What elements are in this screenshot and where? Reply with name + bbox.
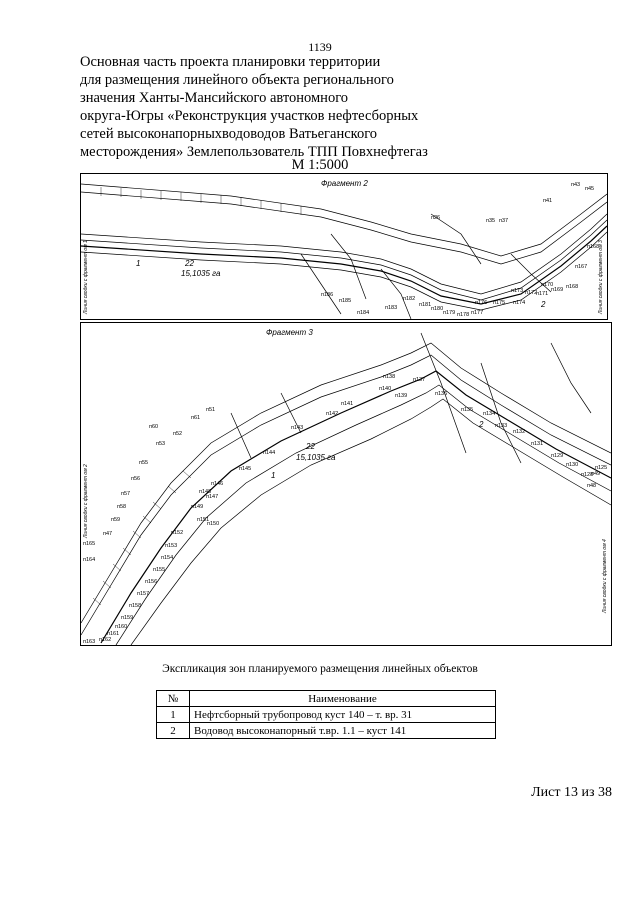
fragment-2-side-left: Линия сводки с фрагмент ом 1 bbox=[83, 240, 89, 314]
point-label: п165 bbox=[83, 541, 96, 547]
point-label: п41 bbox=[543, 198, 553, 204]
point-label: п47 bbox=[103, 531, 113, 537]
point-label: п134 bbox=[483, 411, 496, 417]
fragment-3-line-1-marker: 1 bbox=[271, 471, 276, 480]
point-label: п180 bbox=[431, 306, 444, 312]
point-label: п153 bbox=[165, 543, 178, 549]
point-label: п161 bbox=[107, 631, 120, 637]
title-line: значения Ханты-Мансийского автономного bbox=[80, 90, 349, 106]
fragment-3-area-number: 22 bbox=[306, 442, 315, 451]
point-label: п55 bbox=[139, 460, 149, 466]
point-label: п57 bbox=[121, 491, 131, 497]
map-scale: М 1:5000 bbox=[291, 157, 349, 173]
legend-table bbox=[156, 690, 496, 739]
point-label: п146 bbox=[211, 481, 224, 487]
fragment-3-drawing bbox=[81, 323, 611, 645]
fragment-3-side-right: Линия сводки с фрагмент ом 4 bbox=[602, 539, 608, 613]
fragment-2-drawing bbox=[81, 174, 607, 319]
point-label: п160 bbox=[115, 624, 128, 630]
point-label: п49 bbox=[591, 471, 601, 477]
point-label: п60 bbox=[149, 424, 159, 430]
point-label: п168 bbox=[566, 284, 579, 290]
point-label: п167 bbox=[575, 264, 588, 270]
map-fragment-2 bbox=[80, 173, 608, 320]
point-label: п168 bbox=[587, 244, 600, 250]
row-number: 1 bbox=[157, 707, 190, 723]
point-label: п26 bbox=[431, 215, 441, 221]
fragment-2-line-2-marker: 2 bbox=[541, 300, 546, 309]
point-label: п152 bbox=[171, 530, 184, 536]
point-label: п179 bbox=[443, 310, 456, 316]
point-label: п144 bbox=[263, 450, 276, 456]
fragment-3-line-2-marker: 2 bbox=[479, 420, 484, 429]
point-label: п133 bbox=[495, 423, 508, 429]
explication-title: Экспликация зон планируемого размещения линейных объектов bbox=[162, 663, 478, 675]
point-label: п175 bbox=[493, 300, 506, 306]
fragment-3-side-left: Линия сводки с фрагмент ом 2 bbox=[83, 464, 89, 538]
point-label: п48 bbox=[587, 483, 597, 489]
point-label: п163 bbox=[83, 639, 96, 645]
point-label: п143 bbox=[291, 425, 304, 431]
point-label: п45 bbox=[585, 186, 595, 192]
sheet-number: Лист 13 из 38 bbox=[531, 785, 612, 800]
point-label: п177 bbox=[471, 310, 484, 316]
point-label: п186 bbox=[321, 292, 334, 298]
document-title bbox=[80, 53, 460, 161]
point-label: п137 bbox=[413, 377, 426, 383]
point-label: п129 bbox=[551, 453, 564, 459]
point-label: п151 bbox=[197, 517, 210, 523]
page-number: 1139 bbox=[308, 40, 332, 54]
point-label: п142 bbox=[326, 411, 339, 417]
fragment-3-area-value: 15,1035 га bbox=[296, 453, 336, 462]
fragment-2-side-right: Линия сводки с фрагмент ом 3 bbox=[598, 240, 604, 314]
row-number: 2 bbox=[157, 723, 190, 739]
table-header-row bbox=[157, 691, 496, 707]
map-fragment-3 bbox=[80, 322, 612, 646]
point-label: п176 bbox=[475, 300, 488, 306]
point-label: п136 bbox=[435, 391, 448, 397]
fragment-3-label: Фрагмент 3 bbox=[266, 328, 313, 337]
point-label: п184 bbox=[357, 310, 370, 316]
point-label: п185 bbox=[339, 298, 352, 304]
fragment-2-area-value: 15,1035 га bbox=[181, 269, 221, 278]
point-label: п128 bbox=[581, 472, 594, 478]
point-label: п170 bbox=[541, 282, 554, 288]
point-label: п58 bbox=[117, 504, 127, 510]
point-label: п158 bbox=[129, 603, 142, 609]
point-label: п37 bbox=[499, 218, 509, 224]
point-label: п141 bbox=[341, 401, 354, 407]
point-label: п61 bbox=[191, 415, 201, 421]
point-label: п135 bbox=[461, 407, 474, 413]
point-label: п51 bbox=[206, 407, 216, 413]
point-label: п162 bbox=[99, 637, 112, 643]
point-label: п183 bbox=[385, 305, 398, 311]
fragment-2-line-1-marker: 1 bbox=[136, 259, 141, 268]
point-label: п171 bbox=[536, 291, 549, 297]
fragment-2-area-number: 22 bbox=[185, 259, 194, 268]
point-label: п154 bbox=[161, 555, 174, 561]
point-label: п148 bbox=[199, 489, 212, 495]
point-label: п138 bbox=[383, 374, 396, 380]
point-label: п173 bbox=[511, 288, 524, 294]
header-name: Наименование bbox=[190, 691, 496, 707]
point-label: п182 bbox=[403, 296, 416, 302]
point-label: п181 bbox=[419, 302, 432, 308]
point-label: п178 bbox=[457, 312, 470, 318]
point-label: п169 bbox=[551, 287, 564, 293]
point-label: п43 bbox=[571, 182, 581, 188]
point-label: п35 bbox=[486, 218, 496, 224]
point-label: п131 bbox=[531, 441, 544, 447]
point-label: п174 bbox=[513, 300, 526, 306]
point-label: п155 bbox=[153, 567, 166, 573]
point-label: п52 bbox=[173, 431, 183, 437]
row-name: Нефтсборный трубопровод куст 140 – т. вр. 31 bbox=[190, 707, 496, 723]
header-number: № bbox=[157, 691, 190, 707]
point-label: п157 bbox=[137, 591, 150, 597]
title-line: округа-Югры «Реконструкция участков нефтесборных bbox=[80, 108, 419, 124]
point-label: п53 bbox=[156, 441, 166, 447]
point-label: п125 bbox=[595, 465, 608, 471]
point-label: п132 bbox=[513, 429, 526, 435]
point-label: п130 bbox=[566, 462, 579, 468]
title-line: Основная часть проекта планировки территории bbox=[80, 54, 381, 70]
point-label: п147 bbox=[206, 494, 219, 500]
point-label: п149 bbox=[191, 504, 204, 510]
point-label: п140 bbox=[379, 386, 392, 392]
title-line: сетей высоконапорныхводоводов Ватьеганского bbox=[80, 126, 378, 142]
row-name: Водовод высоконапорный т.вр. 1.1 – куст 141 bbox=[190, 723, 496, 739]
point-label: п156 bbox=[145, 579, 158, 585]
point-label: п139 bbox=[395, 393, 408, 399]
point-label: п150 bbox=[207, 521, 220, 527]
point-label: п145 bbox=[239, 466, 252, 472]
point-label: п56 bbox=[131, 476, 141, 482]
fragment-2-label: Фрагмент 2 bbox=[321, 179, 368, 188]
point-label: п164 bbox=[83, 557, 96, 563]
point-label: п172 bbox=[525, 290, 538, 296]
table-row bbox=[157, 707, 496, 723]
point-label: п59 bbox=[111, 517, 121, 523]
table-row bbox=[157, 723, 496, 739]
title-line: месторождения» Землепользователь ТПП Повхнефтегаз bbox=[80, 144, 428, 160]
point-label: п159 bbox=[121, 615, 134, 621]
title-line: для размещения линейного объекта регионального bbox=[80, 72, 394, 88]
